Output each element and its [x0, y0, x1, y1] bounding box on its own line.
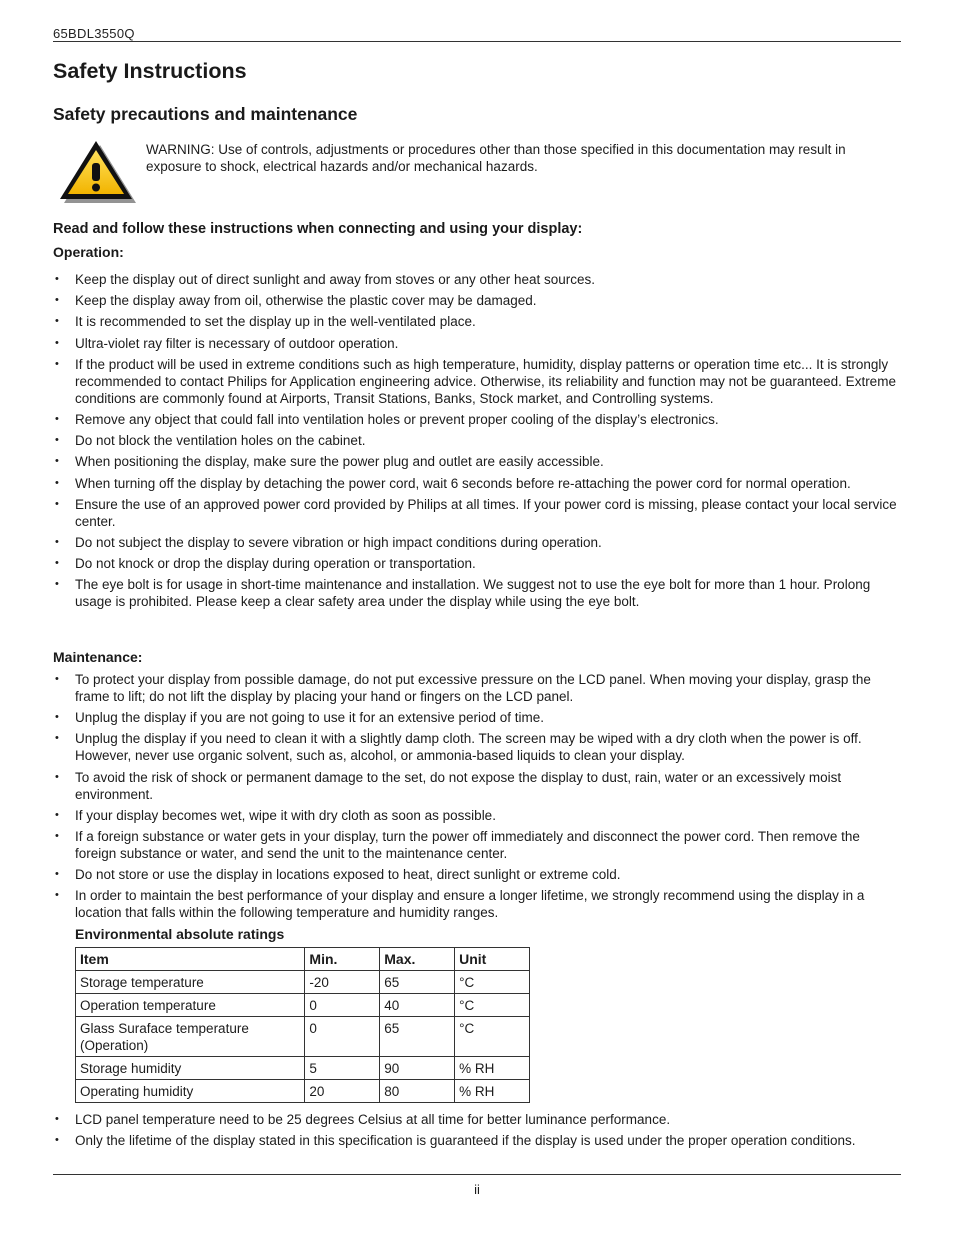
read-follow-heading: Read and follow these instructions when connecting and using your display:	[53, 221, 583, 237]
env-table-title: Environmental absolute ratings	[75, 926, 285, 942]
operation-heading: Operation:	[53, 244, 124, 260]
list-item: • In order to maintain the best performance of your display and ensure a longer lifetime, we strongly recommend using the display in a location that falls within the following temperature and humidity ranges.	[55, 888, 865, 921]
footer-divider	[53, 1174, 901, 1175]
table-cell: Storage humidity	[76, 1057, 305, 1080]
env-ratings-table	[75, 947, 530, 1103]
table-cell: Operating humidity	[76, 1080, 305, 1103]
list-item: • If a foreign substance or water gets in your display, turn the power off immediately and disconnect the power cord. Then remove the foreign substance or water, and send the unit to the maintenance center.	[55, 828, 860, 861]
list-item: • Do not block the ventilation holes on the cabinet.	[55, 433, 366, 449]
page-title: Safety Instructions	[53, 59, 247, 83]
table-cell: Glass Suraface temperature (Operation)	[76, 1017, 305, 1057]
table-row	[76, 1017, 530, 1057]
table-cell: °C	[455, 1017, 530, 1057]
column-header: Max.	[380, 948, 455, 971]
list-item: • Unplug the display if you are not going to use it for an extensive period of time.	[55, 710, 545, 726]
column-header: Min.	[305, 948, 380, 971]
table-row	[76, 1057, 530, 1080]
table-row	[76, 971, 530, 994]
page-number: ii	[474, 1182, 480, 1197]
table-header-row	[76, 948, 530, 971]
section-title: Safety precautions and maintenance	[53, 104, 358, 124]
list-item: • To protect your display from possible damage, do not put excessive pressure on the LCD panel. When moving your display, grasp the frame to lift; do not lift the display by placing your hand or fingers on the LCD panel.	[55, 672, 871, 704]
table-row	[76, 1080, 530, 1103]
maintenance-heading: Maintenance:	[53, 649, 143, 665]
table-cell: Operation temperature	[76, 994, 305, 1017]
header-divider	[53, 41, 901, 42]
table-cell: Storage temperature	[76, 971, 305, 994]
list-item: • It is recommended to set the display up in the well-ventilated place.	[55, 314, 476, 330]
maintenance-list	[53, 671, 901, 926]
list-item: • If your display becomes wet, wipe it with dry cloth as soon as possible.	[55, 807, 496, 823]
table-cell: 5	[305, 1057, 380, 1080]
table-cell: 65	[380, 1017, 455, 1057]
column-header: Item	[76, 948, 305, 971]
list-item: • When positioning the display, make sure the power plug and outlet are easily accessible.	[55, 454, 604, 470]
warning-text: WARNING: Use of controls, adjustments or procedures other than those specified in this documentation may result in exposure to shock, electrical hazards and/or mechanical hazards.	[146, 142, 846, 174]
table-cell: °C	[455, 971, 530, 994]
table-row	[76, 994, 530, 1017]
table-cell: -20	[305, 971, 380, 994]
warning-triangle-icon	[56, 139, 136, 205]
list-item: • Keep the display out of direct sunlight and away from stoves or any other heat sources.	[55, 272, 596, 287]
list-item: • Do not store or use the display in locations exposed to heat, direct sunlight or extreme cold.	[55, 867, 621, 883]
table-cell: % RH	[455, 1080, 530, 1103]
list-item: • Only the lifetime of the display stated in this specification is guaranteed if the display is used under the proper operation conditions.	[55, 1133, 856, 1149]
table-cell: 40	[380, 994, 455, 1017]
list-item: • Ultra-violet ray filter is necessary of outdoor operation.	[55, 335, 399, 351]
operation-list	[53, 271, 901, 614]
list-item: • Keep the display away from oil, otherwise the plastic cover may be damaged.	[55, 293, 537, 309]
table-cell: 0	[305, 1017, 380, 1057]
list-item: • Ensure the use of an approved power cord provided by Philips at all times. If your power cord is missing, please contact your local service center.	[55, 496, 897, 529]
list-item: • When turning off the display by detaching the power cord, wait 6 seconds before re-attaching the power cord for normal operation.	[55, 475, 851, 491]
table-cell: °C	[455, 994, 530, 1017]
list-item: • If the product will be used in extreme conditions such as high temperature, humidity, display patterns or operation time etc... It is strongly recommended to contact Philips for Application engineering advice. Otherwise, its reliability and function may not be guaranteed. Extreme conditions are commonly found at Airports, Transit Stations, Banks, Stock market, and Controlling systems.	[55, 356, 896, 406]
table-cell: % RH	[455, 1057, 530, 1080]
list-item: • LCD panel temperature need to be 25 degrees Celsius at all time for better luminance performance.	[55, 1112, 671, 1127]
table-cell: 90	[380, 1057, 455, 1080]
list-item: • Do not subject the display to severe vibration or high impact conditions during operation.	[55, 534, 602, 550]
after-table-list	[53, 1111, 901, 1153]
list-item: • Unplug the display if you need to clean it with a slightly damp cloth. The screen may be wiped with a dry cloth when the power is off. However, never use organic solvent, such as, alcohol, or ammonia-based liquids to clean your display.	[55, 731, 862, 764]
list-item: • Remove any object that could fall into ventilation holes or prevent proper cooling of the display’s electronics.	[55, 411, 719, 427]
table-cell: 0	[305, 994, 380, 1017]
list-item: • Do not knock or drop the display during operation or transportation.	[55, 556, 476, 572]
table-cell: 20	[305, 1080, 380, 1103]
list-item: • The eye bolt is for usage in short-time maintenance and installation. We suggest not to use the eye bolt for more than 1 hour. Prolong usage is prohibited. Please keep a clear safety area under the display while using the eye bolt.	[55, 577, 871, 610]
table-cell: 65	[380, 971, 455, 994]
list-item: • To avoid the risk of shock or permanent damage to the set, do not expose the display to dust, rain, water or an excessively moist environment.	[55, 769, 842, 802]
table-cell: 80	[380, 1080, 455, 1103]
column-header: Unit	[455, 948, 530, 971]
header-model-number: 65BDL3550Q	[53, 26, 135, 41]
